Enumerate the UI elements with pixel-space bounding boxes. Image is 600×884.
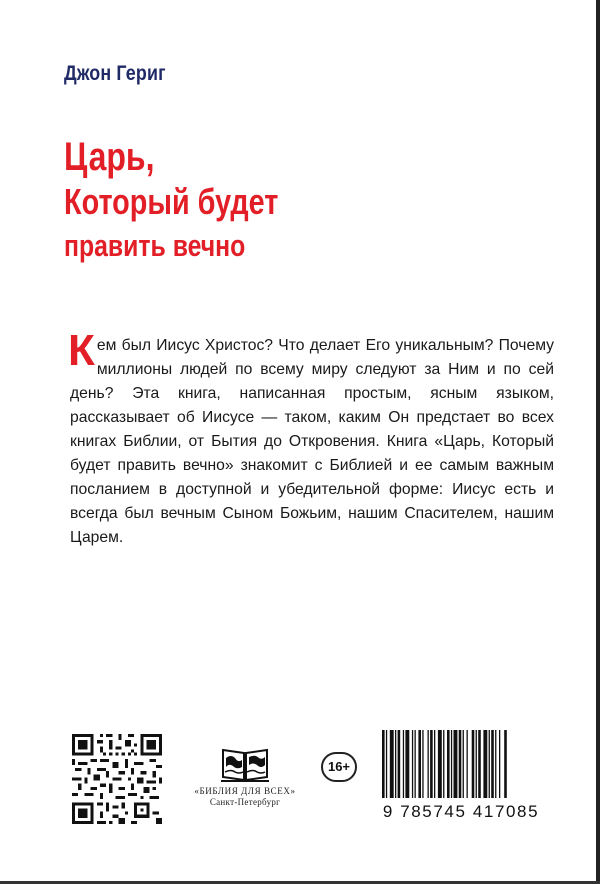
qr-code-icon [72,734,162,824]
publisher-city: Санкт-Петербург [209,797,281,807]
title-line-1: Царь, [64,135,155,179]
book-title [64,134,278,268]
isbn-barcode [378,724,544,830]
drop-cap: К [68,326,95,375]
open-book-logo-icon [220,744,270,784]
blurb-paragraph [68,326,554,550]
title-line-2: Который будет [64,181,279,222]
publisher-name: «БИБЛИЯ ДЛЯ ВСЕХ» [194,786,296,796]
title-line-3: править вечно [64,228,246,263]
blurb-text: ем был Иисус Христос? Что делает Его уникальным? Почему миллионы людей по всему миру следуют за Ним и по сей день? Эта книга, написанная простым, ясным языком, рассказывает об Иисусе — таком, каким Он предстает во всех книгах Библии, от Бытия до Откровения. Книга «Царь, Который будет править вечно» знакомит с Библией и ее самым важным посланием в доступной и убедительной форме: Иисус есть и всегда был вечным Сыном Божьим, нашим Спасителем, нашим Царем. [70,337,554,546]
publisher-block [185,744,305,807]
age-rating-badge: 16+ [321,752,357,782]
page-edge-right [596,0,600,884]
author-name: Джон Гериг [64,62,166,85]
barcode-bars-icon [378,724,544,804]
barcode-number: 9 785745 417085 [382,802,540,821]
